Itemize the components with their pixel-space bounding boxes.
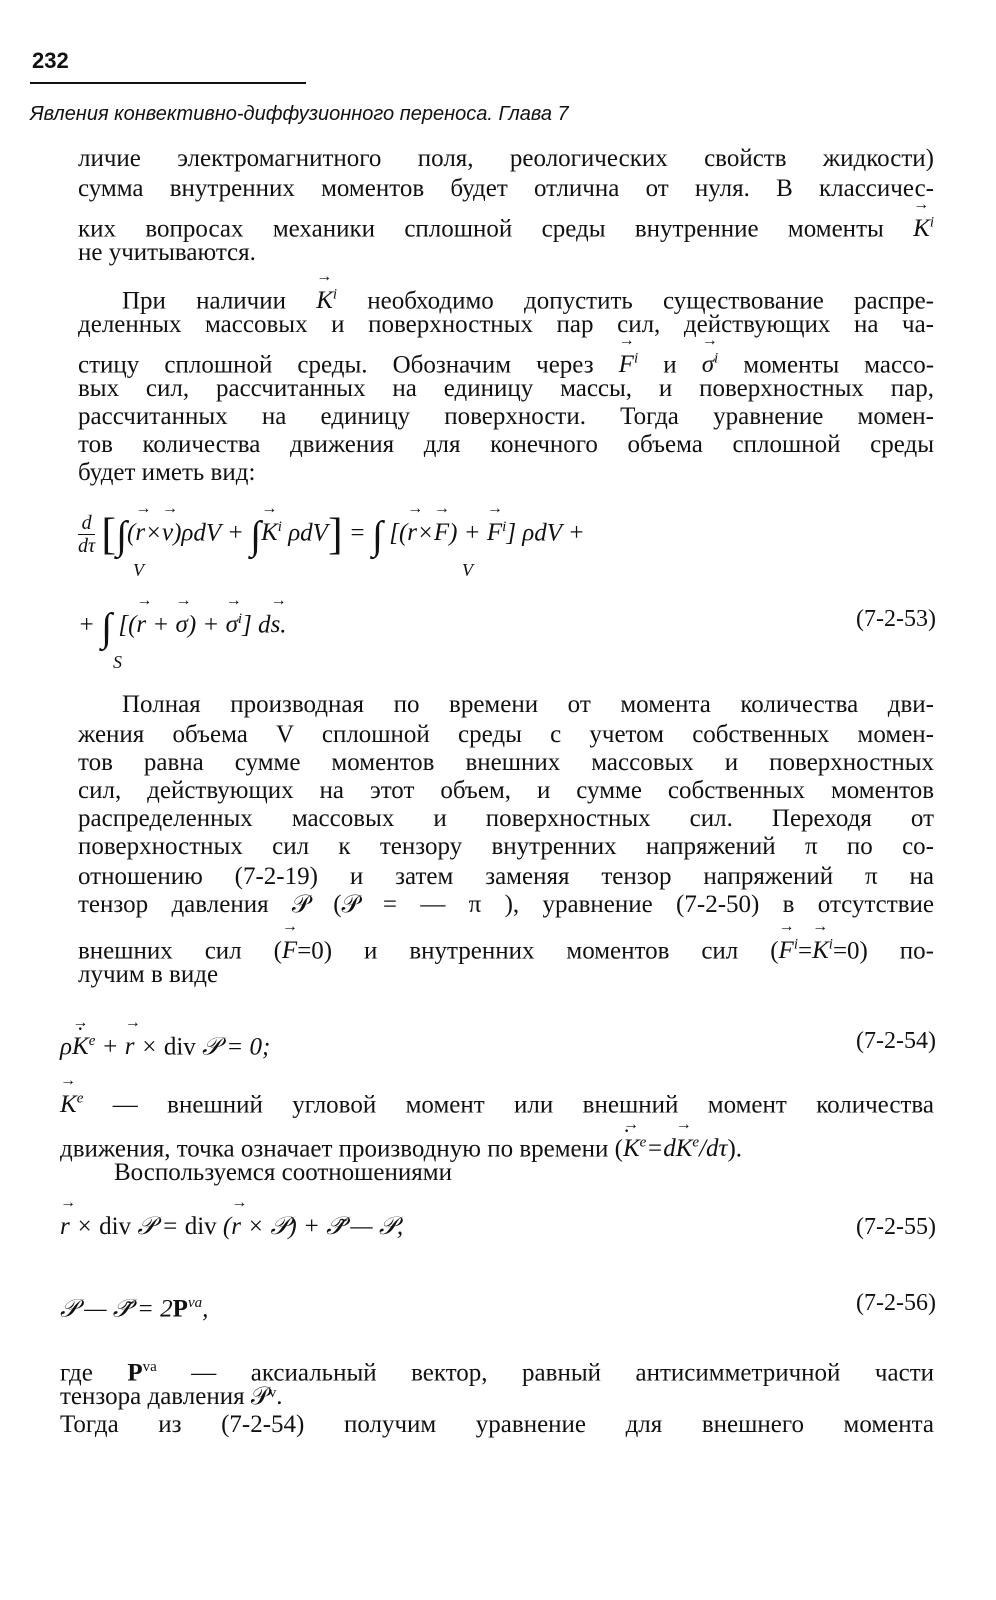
text-line: тензор давления 𝒫 (𝒫 = — π ), уравнение (7-2-50) в отсутствие xyxy=(78,891,934,918)
integral-limit-v: V xyxy=(462,560,473,580)
text-line: вых сил, рассчитанных на единицу массы, и поверхностных пар, xyxy=(78,375,934,402)
text-line: внешних сил (→ F=0) и внутренних моментов сил (→ $F^i=\to K^i=0$) по- xyxy=(78,930,934,966)
text-line: ких вопросах механики сплошной среды внутренние моменты → $K^i$ xyxy=(78,208,934,244)
text-line: тензора давления 𝒫ᵛ. xyxy=(60,1383,283,1410)
text-line: тов равна сумме моментов внешних массовых и поверхностных xyxy=(78,749,934,776)
equation-number: (7-2-54) xyxy=(856,1028,936,1054)
text-line: движения, точка означает производную по времени (→ $K \cdot^e=d\to K^e/d\tau$). xyxy=(60,1128,934,1164)
text-line: будет иметь вид: xyxy=(78,459,256,486)
text-line: Тогда из (7-2-54) получим уравнение для внешнего момента xyxy=(60,1411,934,1438)
equation-line-1: $\frac{d}{d\tau}$ [∫(→ r×→ v)ρdV + ∫→ $K^i$ ρdV] = ∫ [(→ r×→ F) + → $F^i$] ρdV + xyxy=(78,512,585,557)
text-line: жения объема V сплошной среды с учетом собственных момен- xyxy=(78,721,934,748)
page-number: 232 xyxy=(32,48,69,73)
equation-number: (7-2-56) xyxy=(856,1290,936,1316)
text-line: сумма внутренних моментов будет отлична от нуля. В классичес- xyxy=(78,175,934,202)
equation-line: → r × div 𝒫 = div (→ r × 𝒫) + 𝒫̃ — 𝒫, xyxy=(60,1212,403,1242)
equation-line: ρ→ K ·$^e$ + → r × div 𝒫 = 0; xyxy=(60,1026,270,1062)
integral-limit-s: S xyxy=(113,652,122,672)
text-line: распределенных массовых и поверхностных сил. Переходя от xyxy=(78,805,934,832)
equation-number: (7-2-53) xyxy=(856,606,936,632)
text-line: → $K^e$ — внешний угловой момент или внешний момент количества xyxy=(60,1084,934,1120)
text-line: не учитываются. xyxy=(78,239,256,266)
text-line: При наличии → $K^i$ необходимо допустить существование распре- xyxy=(122,280,934,316)
header-rule xyxy=(30,82,306,84)
equation-line-2: + ∫ [(→ r + → σ) + → $\sigma^i$] d→ s. xyxy=(78,604,287,642)
text-line: лучим в виде xyxy=(78,961,219,988)
text-line: личие электромагнитного поля, реологических свойств жидкости) xyxy=(78,145,934,172)
text-line: поверхностных сил к тензору внутренних напряжений π по со- xyxy=(78,833,934,860)
equation-line: 𝒫 — 𝒫̃ = $2P^{va}$, xyxy=(60,1295,209,1323)
text-line: сил, действующих на этот объем, и сумме собственных моментов xyxy=(78,777,934,804)
equation-number: (7-2-55) xyxy=(856,1214,936,1240)
text-line: Воспользуемся соотношениями xyxy=(114,1159,452,1186)
text-line: стицу сплошной среды. Обозначим через → $F^i$ $и \to \sigma^i$ моменты массо- xyxy=(78,344,934,380)
text-line: деленных массовых и поверхностных пар сил, действующих на ча- xyxy=(78,311,934,338)
integral-limit-v: V xyxy=(133,560,144,580)
running-head: Явления конвективно-диффузионного переноса. Глава 7 xyxy=(30,103,569,125)
text-line: отношению (7-2-19) и затем заменяя тензор напряжений π на xyxy=(78,863,934,890)
text-line: рассчитанных на единицу поверхности. Тогда уравнение момен- xyxy=(78,403,934,430)
text-line: тов количества движения для конечного объема сплошной среды xyxy=(78,431,934,458)
text-line: где $P^{va}$ — аксиальный вектор, равный антисимметричной части xyxy=(60,1359,934,1387)
text-line: Полная производная по времени от момента количества дви- xyxy=(122,691,934,718)
